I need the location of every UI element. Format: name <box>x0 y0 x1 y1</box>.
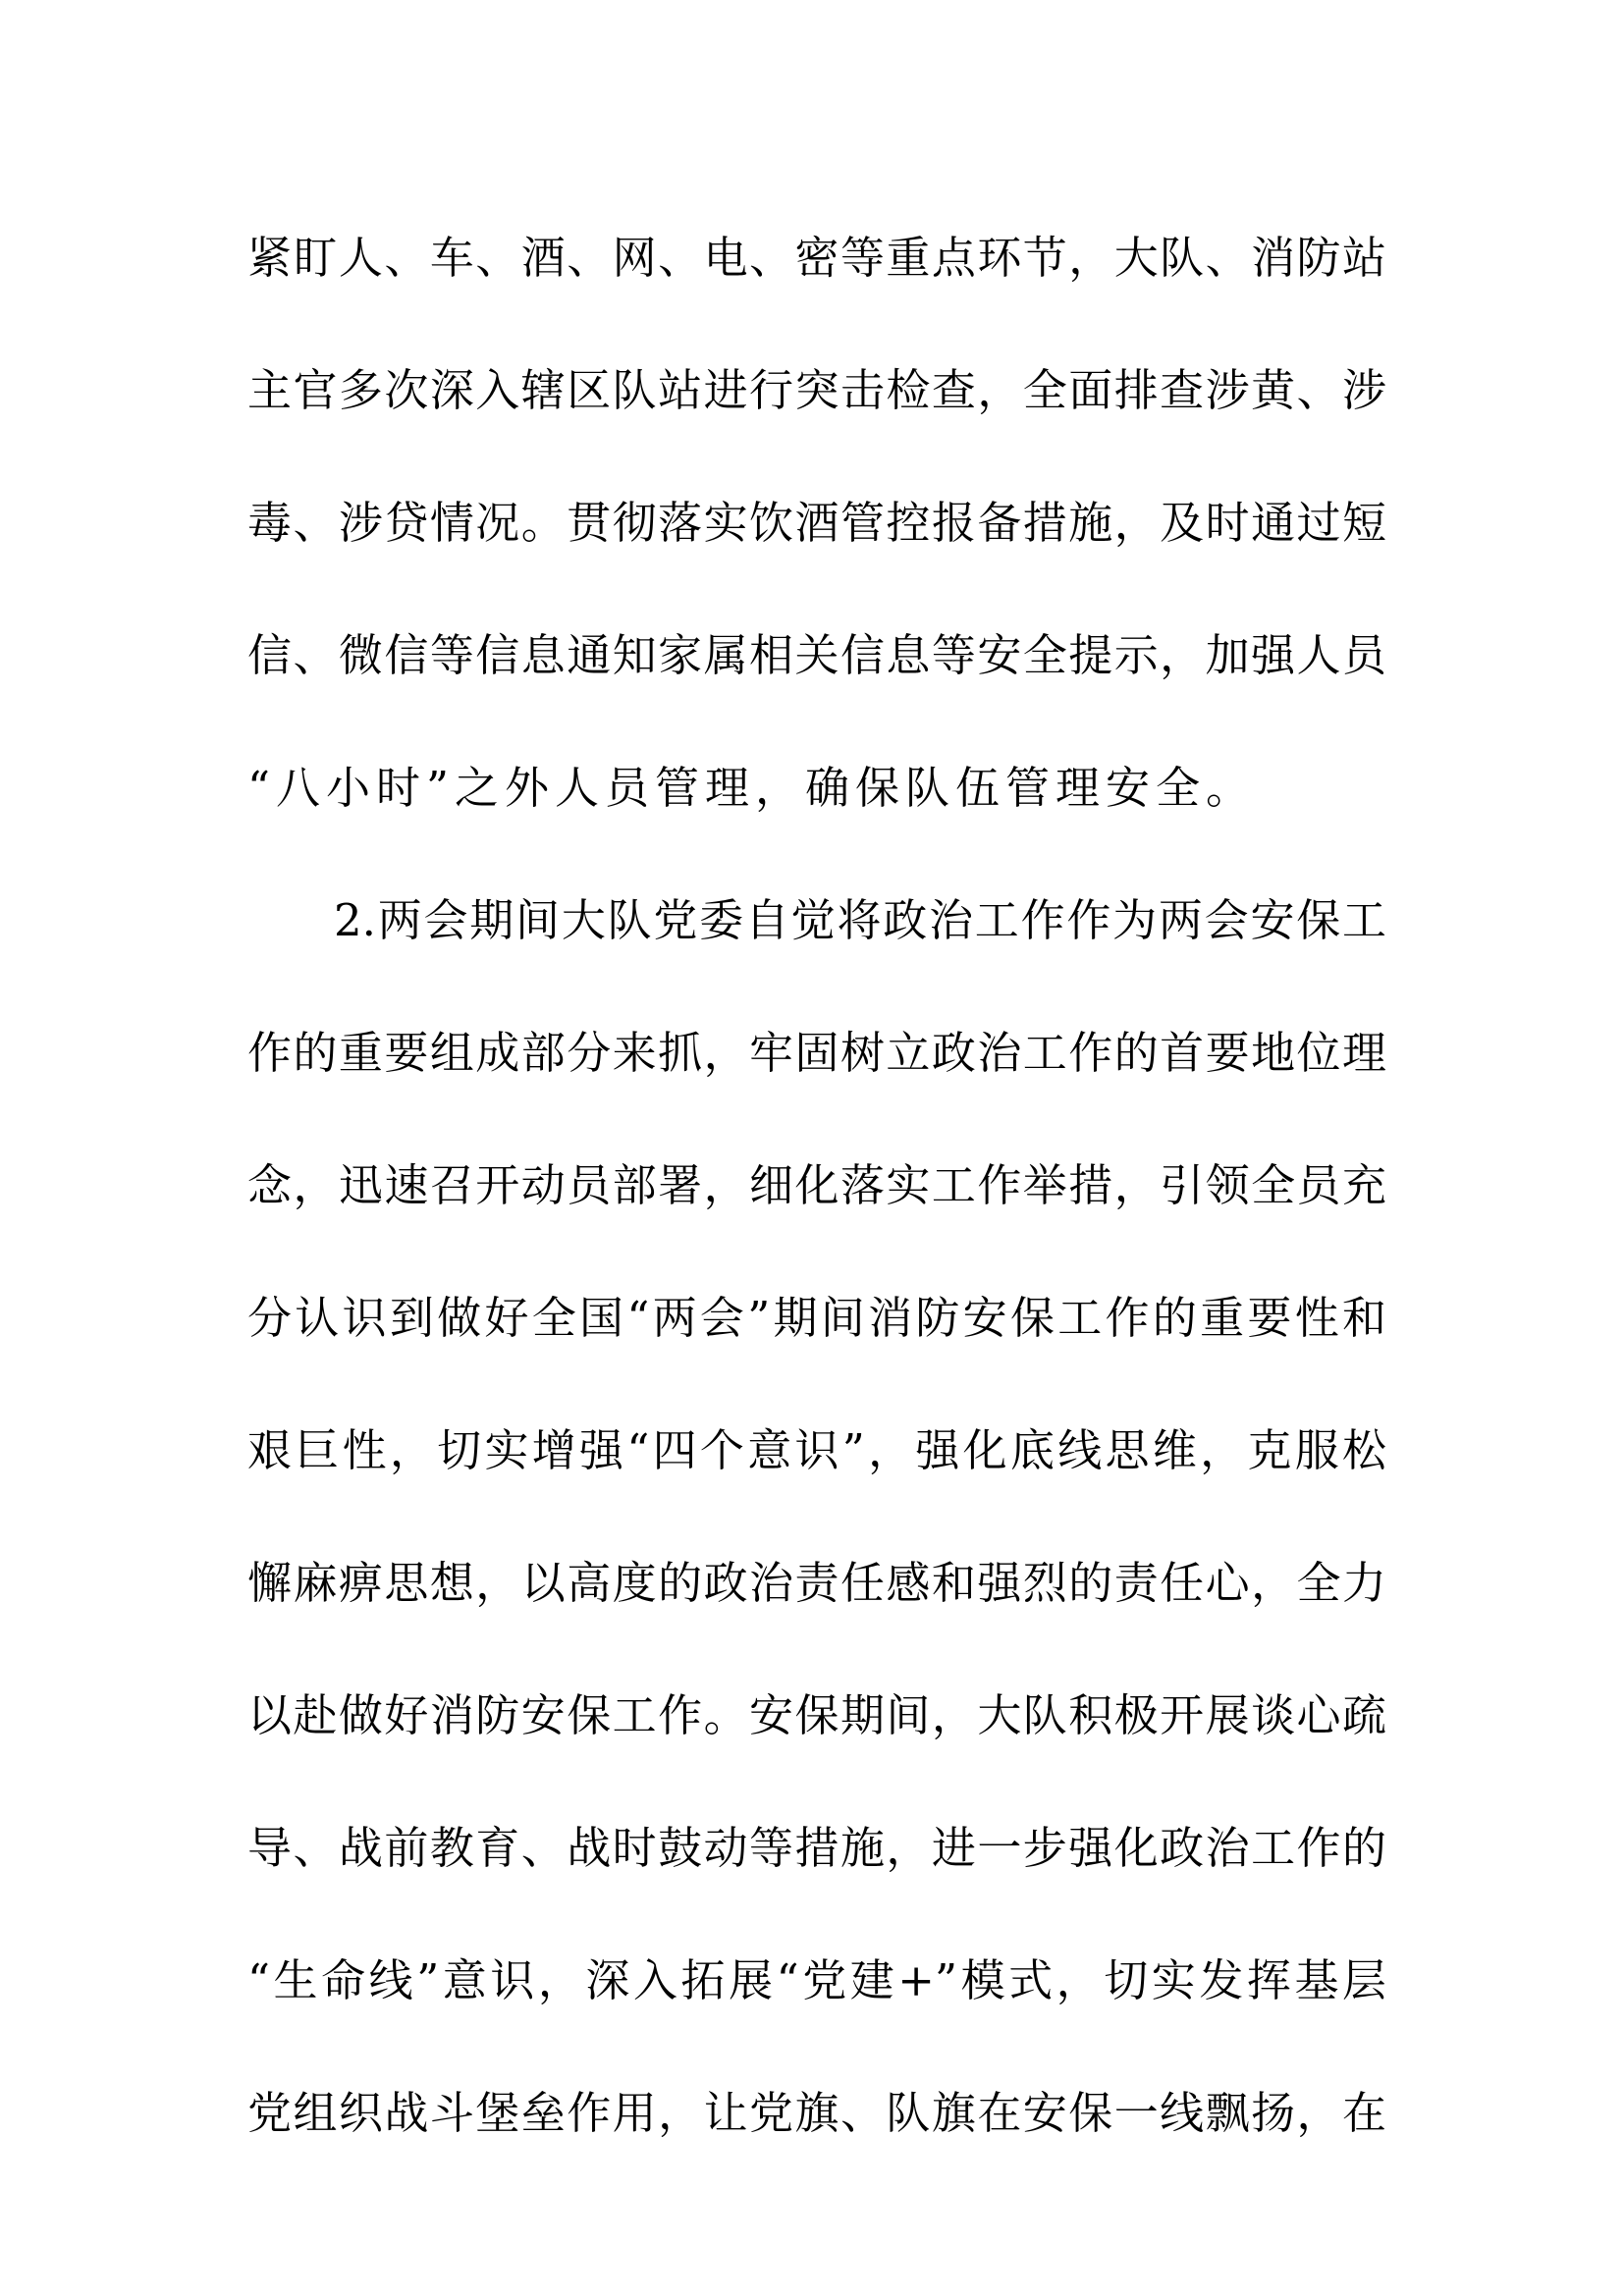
paragraph-line: 分认识到做好全国“两会”期间消防安保工作的重要性和 <box>247 1292 1386 1344</box>
paragraph-line: 信、微信等信息通知家属相关信息等安全提示，加强人员 <box>247 629 1386 681</box>
paragraph-line: 紧盯人、车、酒、网、电、密等重点环节，大队、消防站 <box>247 232 1386 284</box>
paragraph-line: 党组织战斗堡垒作用，让党旗、队旗在安保一线飘扬，在 <box>247 2087 1386 2139</box>
paragraph-line: 以赴做好消防安保工作。安保期间，大队积极开展谈心疏 <box>247 1689 1386 1741</box>
paragraph-line: 主官多次深入辖区队站进行突击检查，全面排查涉黄、涉 <box>247 364 1386 416</box>
paragraph-line: “生命线”意识，深入拓展“党建+”模式，切实发挥基层 <box>247 1954 1386 2006</box>
paragraph-line: 懈麻痹思想，以高度的政治责任感和强烈的责任心，全力 <box>247 1557 1386 1609</box>
paragraph-line: 作的重要组成部分来抓，牢固树立政治工作的首要地位理 <box>247 1027 1386 1079</box>
paragraph-line-end: “八小时”之外人员管理，确保队伍管理安全。 <box>247 762 1257 814</box>
paragraph-line: 毒、涉贷情况。贯彻落实饮酒管控报备措施，及时通过短 <box>247 497 1386 549</box>
paragraph-line: 念，迅速召开动员部署，细化落实工作举措，引领全员充 <box>247 1159 1386 1211</box>
paragraph-line: 艰巨性，切实增强“四个意识”，强化底线思维，克服松 <box>247 1424 1386 1476</box>
paragraph-line: 导、战前教育、战时鼓动等措施，进一步强化政治工作的 <box>247 1822 1386 1874</box>
paragraph-line-indented: 2.两会期间大队党委自觉将政治工作作为两会安保工 <box>334 894 1386 946</box>
